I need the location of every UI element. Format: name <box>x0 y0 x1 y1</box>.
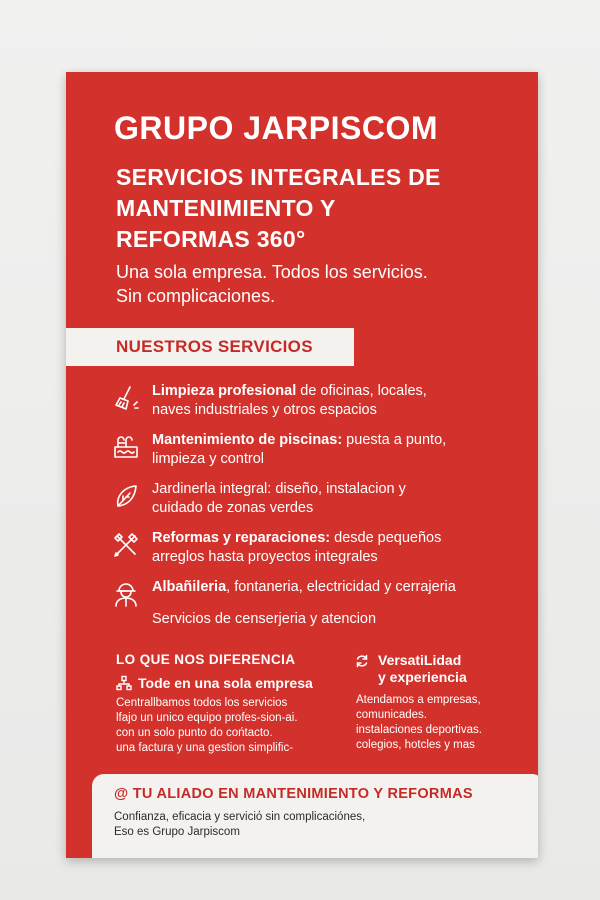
refresh-icon <box>355 654 369 668</box>
differentiators-subtitle-text: Tode en una sola empresa <box>138 675 313 691</box>
versatility-body <box>356 693 526 753</box>
body-line: con un solo punto do cońtacto. <box>116 727 273 739</box>
versatility-title-line: y experiencia <box>378 669 467 685</box>
headline <box>116 162 516 255</box>
service-item-masonry <box>112 578 522 608</box>
service-text-line2: arreglos hasta proyectos integrales <box>152 549 378 565</box>
service-text: Servicios de censerjeria y atencion <box>152 611 377 627</box>
service-bold: Reformas y reparaciones: <box>152 530 331 546</box>
service-bold: Albañileria <box>152 579 227 595</box>
service-item-renovations <box>112 529 522 567</box>
tagline-line: Una sola empresa. Todos los servicios. <box>116 262 428 282</box>
body-line: instalaciones deportivas. <box>356 724 482 736</box>
footer-panel <box>92 774 538 858</box>
brand-title: GRUPO JARPISCOM <box>114 110 438 146</box>
headline-line: SERVICIOS INTEGRALES DE <box>116 164 441 190</box>
service-text: de oficinas, locales, <box>296 383 427 399</box>
headline-line: MANTENIMIENTO Y <box>116 195 336 221</box>
versatility-title-line: VersatiLidad <box>378 652 462 668</box>
tagline-line: Sin complicaciones. <box>116 286 276 306</box>
service-text: puesta a punto, <box>342 432 447 448</box>
service-bold: Limpieza profesional <box>152 383 297 399</box>
footer-body <box>114 810 365 840</box>
footer-line: Confianza, eficacia y serviciό sin complicaciónes, <box>114 811 366 823</box>
worker-icon <box>112 580 140 608</box>
service-bold: Mantenimiento de piscinas: <box>152 432 343 448</box>
headline-line: REFORMAS 360° <box>116 226 306 252</box>
body-line: Atendamos a empresas, <box>356 694 481 706</box>
service-item-gardening <box>112 480 522 518</box>
service-item-cleaning <box>112 382 522 420</box>
service-text: Jardinerla integral: diseño, instalacion y <box>152 481 406 497</box>
section-title: NUESTROS SERVICIOS <box>116 337 313 356</box>
service-text: desde pequeños <box>330 530 442 546</box>
body-line: lfajo un unico equipo profes-sion-ai. <box>116 712 298 724</box>
service-text: , fontaneria, electricidad y cerrajeria <box>226 579 456 595</box>
service-text-line2: naves industriales y otros espacios <box>152 402 377 418</box>
versatility-title <box>378 652 467 686</box>
differentiators-subtitle <box>116 675 313 691</box>
service-item-concierge <box>112 610 522 640</box>
flyer <box>66 72 538 858</box>
body-line: Centrallbamos todos los servicios <box>116 697 288 709</box>
service-text-line2: cuidado de zonas verdes <box>152 500 314 516</box>
body-line: colegios, hotcles y mas <box>356 739 475 751</box>
leaf-icon <box>112 482 140 510</box>
service-item-pools <box>112 431 522 469</box>
pool-ladder-icon <box>112 433 140 461</box>
footer-line: Eso es Grupo Jarpiscom <box>114 826 240 838</box>
tagline <box>116 260 516 308</box>
network-icon <box>116 675 132 691</box>
body-line: una factura y una gestion simplific- <box>116 742 294 754</box>
differentiators-body <box>116 696 346 756</box>
body-line: comunicades. <box>356 709 427 721</box>
tools-icon <box>112 531 140 559</box>
service-text-line2: limpieza y control <box>152 451 265 467</box>
services-section-header <box>66 328 354 366</box>
footer-title: @ TU ALIADO EN MANTENIMIENTO Y REFORMAS <box>114 786 473 802</box>
broom-icon <box>112 384 140 412</box>
differentiators-title: LO QUE NOS DIFERENCIA <box>116 652 296 667</box>
